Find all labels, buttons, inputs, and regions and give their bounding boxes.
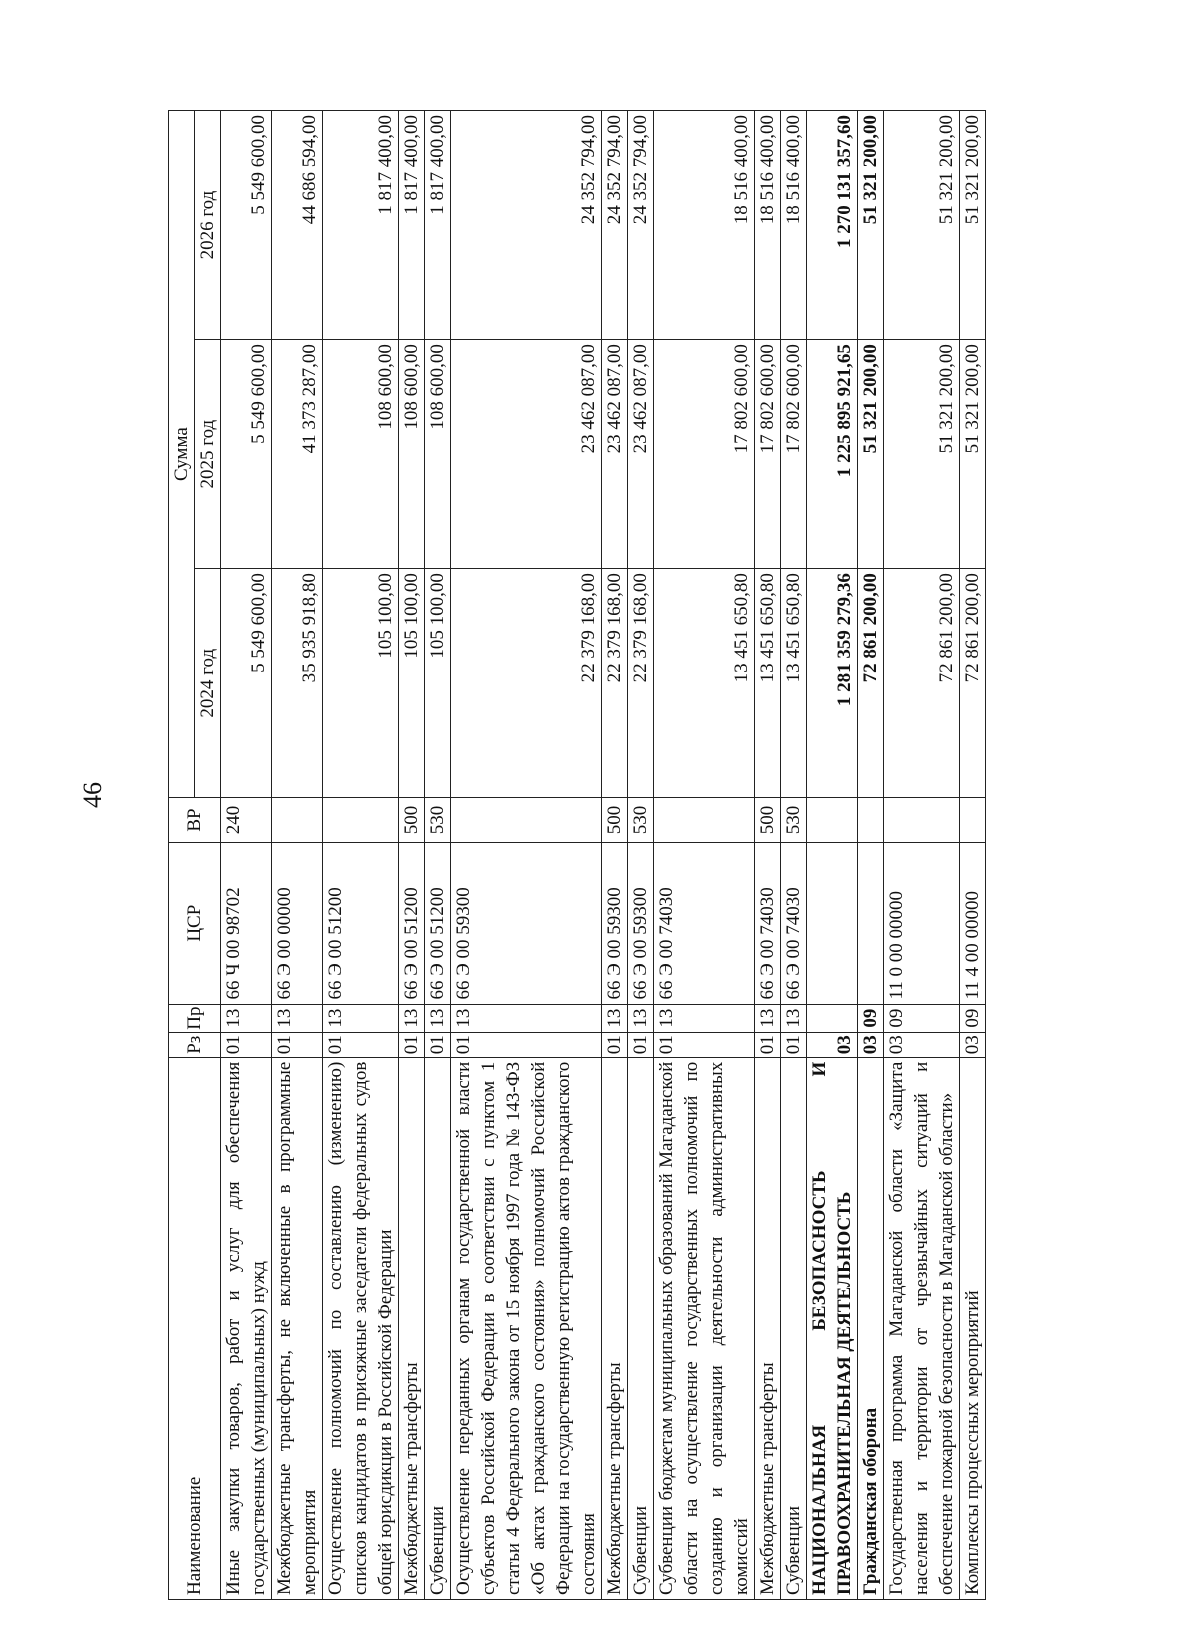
row-name: Межбюджетные трансферты [399,1057,425,1599]
row-sum-2026: 24 352 794,00 [451,111,602,340]
row-name: Осуществление переданных органам государственной власти субъектов Российской Федерации в соответствии с пунктом 1 статьи 4 Федерального закона от 15 ноября 1997 года № 143-ФЗ «Об актах гражданского состояния» полномочий Российской Федерации на государственную регистрацию актов гражданского состояния [451,1057,602,1599]
row-rz: 01 [323,1032,399,1057]
row-sum-2026: 18 516 400,00 [755,111,781,340]
row-pr: 09 [858,1004,884,1032]
row-vr: 500 [602,798,628,843]
row-pr: 13 [451,1004,602,1032]
row-vr [272,798,323,843]
row-name: Субвенции [628,1057,654,1599]
row-pr: 13 [781,1004,807,1032]
row-vr [654,798,755,843]
row-sum-2025: 17 802 600,00 [755,340,781,569]
row-csr: 66 Э 00 59300 [451,842,602,1004]
row-sum-2026: 1 817 400,00 [323,111,399,340]
row-pr: 13 [399,1004,425,1032]
row-rz: 01 [451,1032,602,1057]
row-sum-2026: 5 549 600,00 [221,111,272,340]
row-sum-2025: 17 802 600,00 [654,340,755,569]
row-sum-2024: 35 935 918,80 [272,569,323,798]
row-pr: 09 [884,1004,960,1032]
table-row [960,111,986,1600]
table-row [858,111,884,1600]
header-2025: 2025 год [195,340,221,569]
row-sum-2024: 72 861 200,00 [858,569,884,798]
row-csr: 66 Э 00 59300 [602,842,628,1004]
table-row [602,111,628,1600]
row-csr: 66 Э 00 51200 [425,842,451,1004]
row-rz: 01 [654,1032,755,1057]
row-pr: 13 [602,1004,628,1032]
row-pr: 13 [221,1004,272,1032]
table-row [425,111,451,1600]
row-csr [858,842,884,1004]
row-pr [807,1004,858,1032]
row-csr: 66 Э 00 59300 [628,842,654,1004]
row-pr: 09 [960,1004,986,1032]
row-vr [451,798,602,843]
row-sum-2025: 51 321 200,00 [960,340,986,569]
row-sum-2024: 22 379 168,00 [602,569,628,798]
table-row [399,111,425,1600]
row-sum-2025: 41 373 287,00 [272,340,323,569]
row-sum-2025: 51 321 200,00 [858,340,884,569]
row-name: НАЦИОНАЛЬНАЯ БЕЗОПАСНОСТЬ И ПРАВООХРАНИТЕЛЬНАЯ ДЕЯТЕЛЬНОСТЬ [807,1057,858,1599]
row-name: Субвенции бюджетам муниципальных образований Магаданской области на осуществление государственных полномочий по созданию и организации деятельности административных комиссий [654,1057,755,1599]
row-rz: 01 [425,1032,451,1057]
header-name: Наименование [169,1057,221,1599]
row-sum-2024: 72 861 200,00 [884,569,960,798]
row-pr: 13 [272,1004,323,1032]
row-rz: 03 [884,1032,960,1057]
row-csr: 66 Э 00 74030 [654,842,755,1004]
row-rz: 01 [755,1032,781,1057]
row-sum-2024: 13 451 650,80 [781,569,807,798]
row-vr: 530 [425,798,451,843]
row-sum-2024: 5 549 600,00 [221,569,272,798]
row-sum-2025: 51 321 200,00 [884,340,960,569]
row-sum-2024: 13 451 650,80 [755,569,781,798]
header-rz: Рз [169,1032,221,1057]
table-row [628,111,654,1600]
table-row [807,111,858,1600]
row-sum-2026: 51 321 200,00 [960,111,986,340]
row-rz: 03 [960,1032,986,1057]
row-sum-2025: 23 462 087,00 [602,340,628,569]
row-name: Субвенции [425,1057,451,1599]
row-sum-2024: 13 451 650,80 [654,569,755,798]
row-vr [807,798,858,843]
table-row [221,111,272,1600]
row-csr: 66 Ч 00 98702 [221,842,272,1004]
row-pr: 13 [654,1004,755,1032]
header-csr: ЦСР [169,842,221,1004]
row-sum-2026: 18 516 400,00 [781,111,807,340]
row-sum-2025: 23 462 087,00 [451,340,602,569]
row-sum-2025: 1 225 895 921,65 [807,340,858,569]
row-name: Межбюджетные трансферты [755,1057,781,1599]
row-sum-2026: 18 516 400,00 [654,111,755,340]
row-vr: 500 [399,798,425,843]
row-sum-2025: 23 462 087,00 [628,340,654,569]
row-sum-2024: 22 379 168,00 [628,569,654,798]
header-2026: 2026 год [195,111,221,340]
row-pr: 13 [755,1004,781,1032]
table-row [884,111,960,1600]
row-csr: 66 Э 00 51200 [323,842,399,1004]
row-rz: 01 [628,1032,654,1057]
row-sum-2025: 108 600,00 [323,340,399,569]
row-pr: 13 [628,1004,654,1032]
budget-table [168,110,986,1600]
row-csr: 66 Э 00 00000 [272,842,323,1004]
row-name: Иные закупки товаров, работ и услуг для обеспечения государственных (муниципальных) нужд [221,1057,272,1599]
row-sum-2026: 1 817 400,00 [425,111,451,340]
row-sum-2024: 105 100,00 [425,569,451,798]
row-sum-2026: 44 686 594,00 [272,111,323,340]
row-sum-2025: 108 600,00 [399,340,425,569]
header-vr: ВР [169,798,221,843]
row-sum-2024: 72 861 200,00 [960,569,986,798]
row-csr [807,842,858,1004]
row-sum-2026: 1 817 400,00 [399,111,425,340]
row-sum-2026: 51 321 200,00 [884,111,960,340]
table-row [451,111,602,1600]
row-name: Межбюджетные трансферты [602,1057,628,1599]
row-vr [960,798,986,843]
row-vr: 500 [755,798,781,843]
row-name: Осуществление полномочий по составлению (изменению) списков кандидатов в присяжные заседатели федеральных судов общей юрисдикции в Российской Федерации [323,1057,399,1599]
row-csr: 66 Э 00 74030 [755,842,781,1004]
row-sum-2024: 1 281 359 279,36 [807,569,858,798]
header-pr: Пр [169,1004,221,1032]
row-rz: 01 [399,1032,425,1057]
row-sum-2024: 105 100,00 [323,569,399,798]
page-number: 46 [78,782,107,808]
row-vr [858,798,884,843]
row-csr: 11 4 00 00000 [960,842,986,1004]
table-row [272,111,323,1600]
row-sum-2024: 22 379 168,00 [451,569,602,798]
row-name: Межбюджетные трансферты, не включенные в программные мероприятия [272,1057,323,1599]
table-body [221,111,986,1600]
row-sum-2026: 24 352 794,00 [602,111,628,340]
row-rz: 01 [221,1032,272,1057]
row-sum-2025: 5 549 600,00 [221,340,272,569]
row-sum-2025: 108 600,00 [425,340,451,569]
row-sum-2025: 17 802 600,00 [781,340,807,569]
row-name: Субвенции [781,1057,807,1599]
row-vr: 240 [221,798,272,843]
row-csr: 66 Э 00 74030 [781,842,807,1004]
row-sum-2024: 105 100,00 [399,569,425,798]
row-csr: 66 Э 00 51200 [399,842,425,1004]
row-rz: 03 [858,1032,884,1057]
row-pr: 13 [323,1004,399,1032]
row-rz: 03 [807,1032,858,1057]
header-2024: 2024 год [195,569,221,798]
row-vr: 530 [628,798,654,843]
row-vr: 530 [781,798,807,843]
row-vr [323,798,399,843]
row-sum-2026: 24 352 794,00 [628,111,654,340]
row-sum-2026: 1 270 131 357,60 [807,111,858,340]
row-name: Государственная программа Магаданской области «Защита населения и территории от чрезвычайных ситуаций и обеспечение пожарной безопасности в Магаданской области» [884,1057,960,1599]
row-sum-2026: 51 321 200,00 [858,111,884,340]
row-name: Гражданская оборона [858,1057,884,1599]
row-rz: 01 [272,1032,323,1057]
row-rz: 01 [781,1032,807,1057]
table-row [323,111,399,1600]
row-vr [884,798,960,843]
row-name: Комплексы процессных мероприятий [960,1057,986,1599]
header-sum: Сумма [169,111,195,798]
budget-table-container [168,110,1068,1600]
table-row [781,111,807,1600]
row-csr: 11 0 00 00000 [884,842,960,1004]
table-row [654,111,755,1600]
table-row [755,111,781,1600]
row-rz: 01 [602,1032,628,1057]
row-pr: 13 [425,1004,451,1032]
